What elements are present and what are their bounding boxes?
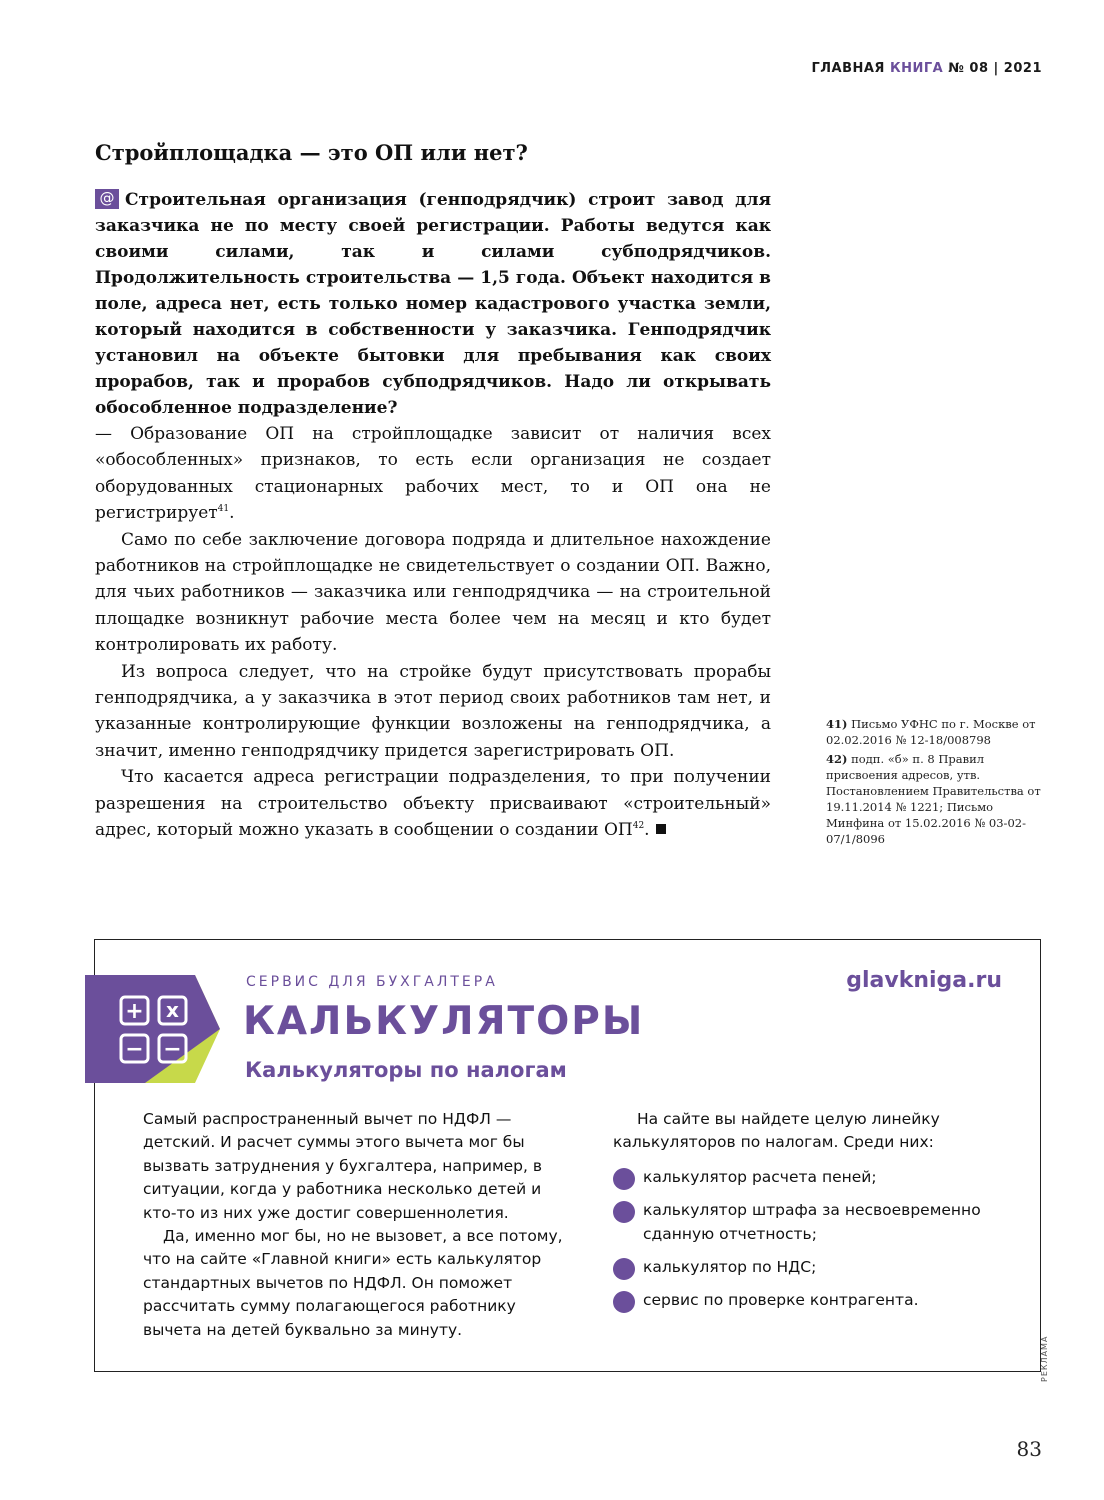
plus-glyph: + [125, 999, 144, 1024]
calculator-list [613, 1166, 1033, 1313]
magazine-name-part1: ГЛАВНАЯ [811, 61, 885, 76]
ad-label: РЕКЛАМА [1040, 1335, 1049, 1382]
footnote-text: подп. «б» п. 8 Правил присвоения адресов, утв. Постановлением Правительства от 19.11.2014 № 1221; Письмо Минфина от 15.02.2016 № 03-02-07/1/8096 [826, 752, 1041, 846]
question-text: Строительная организация (генподрядчик) строит завод для заказчика не по месту своей регистрации. Работы ведутся как своими силами, так и силами субподрядчиков. Продолжительность строительства — 1,5 года. Объект находится в поле, адреса нет, есть только номер кадастрового участка земли, который находится в собственности у заказчика. Генподрядчик установил на объекте бытовки для пребывания как своих прорабов, так и прорабов субподрядчиков. Надо ли открывать обособленное подразделение? [95, 190, 771, 418]
answer-end-4: . [644, 820, 650, 841]
footnote-number: 41) [826, 717, 848, 731]
bullet-icon [613, 1168, 635, 1190]
answer [95, 421, 771, 844]
list-item [613, 1166, 1033, 1189]
article-title: Стройплощадка — это ОП или нет? [95, 140, 528, 165]
bullet-icon [613, 1201, 635, 1223]
answer-paragraph-2: Само по себе заключение договора подряда и длительное нахождение работников на стройплощадке не свидетельствует о создании ОП. Важно, для чьих работников — заказчика или генподрядчика — на строительной площадке возникнут рабочие места более чем на месяц и кто будет контролировать их работу. [95, 529, 771, 656]
list-item-text: калькулятор по НДС; [643, 1258, 817, 1277]
answer-paragraph-4 [95, 764, 771, 843]
answer-text-1: — Образование ОП на стройплощадке зависит от наличия всех «обособленных» признаков, то есть если организация не создает оборудованных стационарных рабочих мест, то и ОП она не регистрирует [95, 424, 771, 524]
issue-number: № 08 | 2021 [948, 61, 1042, 76]
footnote-ref-41[interactable]: 41 [217, 504, 230, 515]
ad-right-intro: На сайте вы найдете целую линейку калькуляторов по налогам. Среди них: [613, 1110, 940, 1152]
service-label: СЕРВИС ДЛЯ БУХГАЛТЕРА [246, 974, 498, 990]
at-icon: @ [95, 189, 119, 209]
ad-left-column [143, 1108, 575, 1342]
ad-left-paragraph-1: Самый распространенный вычет по НДФЛ — детский. И расчет суммы этого вычета мог бы вызвать затруднения у бухгалтера, например, в ситуации, когда у работника несколько детей и кто-то из них уже достиг совершеннолетия. [143, 1110, 543, 1222]
list-item [613, 1289, 1033, 1312]
page-number: 83 [1016, 1437, 1042, 1461]
minus-glyph-1: − [125, 1037, 144, 1062]
ad-right-column [613, 1108, 1033, 1323]
footnote-41 [826, 716, 1051, 748]
article [95, 140, 771, 844]
magazine-name-part2: КНИГА [889, 61, 944, 76]
footnote-ref-42[interactable]: 42 [632, 821, 645, 832]
ad-left-paragraph-2: Да, именно мог бы, но не вызовет, а все потому, что на сайте «Главной книги» есть калькулятор стандартных вычетов по НДФЛ. Он поможет рассчитать сумму полагающегося работнику вычета на детей буквально за минуту. [143, 1227, 563, 1339]
answer-end-1: . [229, 503, 235, 524]
calculator-icon [85, 975, 220, 1083]
end-of-article-mark [656, 824, 666, 834]
answer-paragraph-1 [95, 421, 771, 527]
footnote-42 [826, 751, 1051, 847]
magazine-header [811, 61, 1042, 76]
list-item-text: сервис по проверке контрагента. [643, 1291, 919, 1310]
question [95, 187, 771, 421]
footnote-number: 42) [826, 752, 848, 766]
answer-paragraph-3: Из вопроса следует, что на стройке будут присутствовать прорабы генподрядчика, а у заказчика в этот период своих работников там нет, и указанные контролирующие функции возложены на генподрядчика, а значит, именно генподрядчику придется зарегистрировать ОП. [95, 661, 771, 761]
list-item-text: калькулятор расчета пеней; [643, 1167, 877, 1186]
list-item-text: калькулятор штрафа за несвоевременно сданную отчетность; [643, 1201, 981, 1243]
bullet-icon [613, 1291, 635, 1313]
minus-glyph-2: − [163, 1037, 182, 1062]
list-item [613, 1199, 1033, 1246]
bullet-icon [613, 1258, 635, 1280]
footnotes [826, 716, 1051, 850]
footnote-text: Письмо УФНС по г. Москве от 02.02.2016 № 12-18/008798 [826, 717, 1036, 747]
site-link[interactable]: glavkniga.ru [846, 968, 1002, 993]
list-item [613, 1256, 1033, 1279]
ad-title: КАЛЬКУЛЯТОРЫ [243, 999, 645, 1044]
times-glyph: x [166, 998, 179, 1022]
ad-subtitle: Калькуляторы по налогам [245, 1058, 567, 1082]
answer-text-4: Что касается адреса регистрации подразделения, то при получении разрешения на строительство объекту присваивают «строительный» адрес, который можно указать в сообщении о создании ОП [95, 767, 771, 841]
